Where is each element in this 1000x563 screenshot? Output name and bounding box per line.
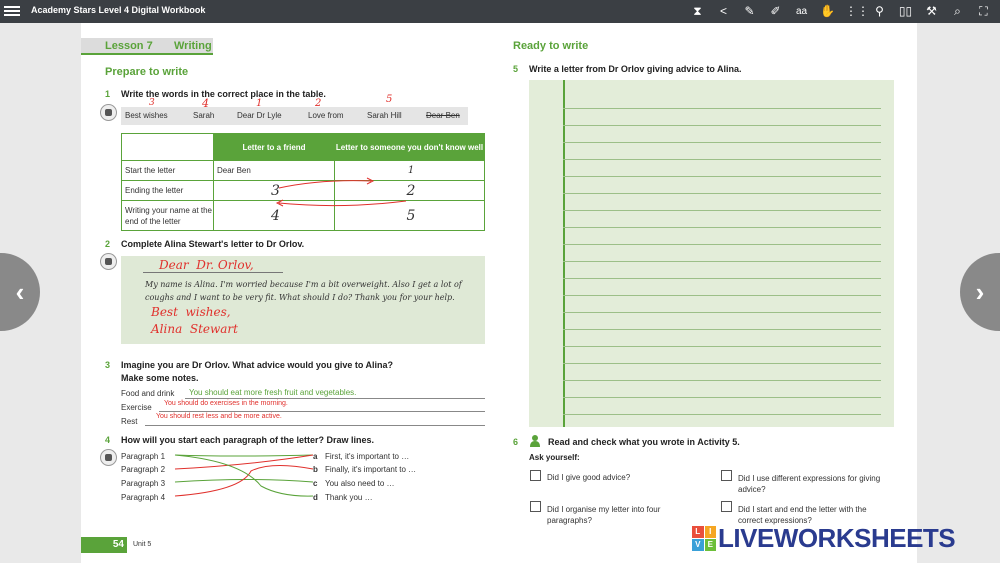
writing-rule <box>563 125 881 126</box>
q1-text: Write the words in the correct place in the table. <box>121 89 326 99</box>
table-header: Letter to a friend <box>214 134 335 161</box>
word-bank-item: Dear Ben <box>426 111 460 120</box>
answer-cell[interactable]: Dear Ben <box>214 161 335 181</box>
paragraph-label: Paragraph 4 <box>121 493 166 502</box>
app-title: Academy Stars Level 4 Digital Workbook <box>31 5 206 15</box>
checklist-item: Did I start and end the letter with the correct expressions? <box>738 505 867 525</box>
lesson-tab <box>81 38 213 55</box>
checklist-checkbox[interactable] <box>530 470 541 481</box>
audio-icon[interactable] <box>100 104 117 121</box>
option-text: Thank you … <box>325 493 373 502</box>
search-icon[interactable]: ⌕ <box>954 4 961 18</box>
word-bank <box>121 107 468 125</box>
option-letter: c <box>313 479 318 488</box>
writing-rule <box>563 363 881 364</box>
writing-rule <box>563 414 881 415</box>
writing-rule <box>563 278 881 279</box>
option-letter: a <box>313 452 318 461</box>
letter-box <box>121 256 485 344</box>
matching-lines <box>171 451 321 501</box>
option-letter: d <box>313 493 318 502</box>
grid-icon[interactable]: ⋮⋮ <box>845 4 869 18</box>
checklist-checkbox[interactable] <box>721 470 732 481</box>
word-mark: 3 <box>149 98 155 108</box>
option-text: Finally, it's important to … <box>325 465 417 474</box>
letter-body: My name is Alina. I'm worried because I'm a bit overweight. Also I get a lot of <box>145 280 462 289</box>
next-page-button[interactable]: › <box>960 253 1000 331</box>
writing-rule <box>563 329 881 330</box>
q2-number: 2 <box>105 239 111 249</box>
q5-number: 5 <box>513 64 519 74</box>
page-number: 54 <box>81 537 127 553</box>
notes-answer[interactable]: You should eat more fresh fruit and vegetables. <box>189 388 357 397</box>
q3-text: Imagine you are Dr Orlov. What advice would you give to Alina? <box>121 360 394 370</box>
answer-cell[interactable]: 4 <box>214 201 335 231</box>
writing-rule <box>563 397 881 398</box>
word-mark: 2 <box>315 98 322 109</box>
live-badge: L I V E <box>692 526 716 551</box>
word-bank-item: Dear Dr Lyle <box>237 111 282 120</box>
word-bank-item: Sarah Hill <box>367 111 402 120</box>
table-row-label: Ending the letter <box>122 181 214 201</box>
word-mark: 5 <box>386 94 393 105</box>
text-size-icon[interactable]: aa <box>795 6 808 17</box>
fullscreen-icon[interactable]: ⛶ <box>979 4 988 18</box>
logo-text: LIVEWORKSHEETS <box>718 522 956 553</box>
notes-label: Food and drink <box>121 389 175 398</box>
writing-rule <box>563 261 881 262</box>
q3-number: 3 <box>105 360 111 370</box>
letter-closing[interactable]: Best wishes, <box>151 305 231 319</box>
q3-text-2: Make some notes. <box>121 373 199 383</box>
checklist-checkbox[interactable] <box>530 501 541 512</box>
word-bank-item: Love from <box>308 111 344 120</box>
word-bank-item: Sarah <box>193 111 215 120</box>
person-icon <box>529 435 541 447</box>
hourglass-icon[interactable]: ⧗ <box>693 4 702 18</box>
table-row-label: Writing your name at the end of the letter <box>122 201 214 231</box>
checklist-item: Did I give good advice? <box>547 473 631 482</box>
q6-number: 6 <box>513 437 519 447</box>
lesson-title: Writing <box>174 40 212 52</box>
writing-rule <box>563 346 881 347</box>
audio-icon[interactable] <box>100 253 117 270</box>
writing-rule <box>563 108 881 109</box>
checklist-checkbox[interactable] <box>721 501 732 512</box>
writing-rule <box>563 227 881 228</box>
option-letter: b <box>313 465 318 474</box>
table-row-label: Start the letter <box>122 161 214 181</box>
highlighter-icon[interactable]: ✐ <box>770 4 781 18</box>
word-mark: 1 <box>256 98 263 109</box>
prepare-heading: Prepare to write <box>105 66 189 78</box>
q1-number: 1 <box>105 89 111 99</box>
liveworksheets-logo <box>692 523 955 553</box>
letter-name[interactable]: Alina Stewart <box>151 322 238 336</box>
q4-text: How will you start each paragraph of the letter? Draw lines. <box>121 435 375 445</box>
writing-area[interactable] <box>529 80 894 427</box>
writing-rule <box>563 210 881 211</box>
paragraph-label: Paragraph 3 <box>121 479 166 488</box>
answer-cell[interactable]: 1 <box>335 161 485 181</box>
swap-arrows <box>271 173 431 213</box>
word-mark: 4 <box>202 97 209 110</box>
writing-rule <box>563 176 881 177</box>
ask-yourself: Ask yourself: <box>529 453 580 462</box>
word-bank-item: Best wishes <box>125 111 168 120</box>
letter-greeting[interactable]: Dear Dr. Orlov, <box>159 258 254 272</box>
notes-label: Exercise <box>121 403 152 412</box>
q2-text: Complete Alina Stewart's letter to Dr Orlov. <box>121 239 305 249</box>
writing-rule <box>563 295 881 296</box>
letter-body: coughs and I want to be very fit. What should I do? Thank you for your help. <box>145 293 455 302</box>
table-header: Letter to someone you don't know well <box>335 134 485 161</box>
hand-icon[interactable]: ✋ <box>820 4 835 18</box>
book-icon[interactable]: ▯▯ <box>898 4 913 18</box>
answer-cell[interactable]: 5 <box>335 201 485 231</box>
writing-rule <box>563 193 881 194</box>
app-toolbar <box>0 0 1000 23</box>
checklist-item: Did I organise my letter into four paragraphs? <box>547 505 661 525</box>
checklist-item: Did I use different expressions for giving advice? <box>738 474 881 494</box>
unit-label: Unit 5 <box>133 541 152 548</box>
writing-rule <box>563 312 881 313</box>
answer-cell[interactable]: 2 <box>335 181 485 201</box>
notes-answer[interactable]: You should rest less and be more active. <box>156 413 282 420</box>
writing-rule <box>563 142 881 143</box>
previous-page-button[interactable]: ‹ <box>0 253 40 331</box>
q5-text: Write a letter from Dr Orlov giving advice to Alina. <box>529 64 742 74</box>
writing-rule <box>563 159 881 160</box>
share-icon[interactable]: < <box>719 4 727 18</box>
paragraph-label: Paragraph 2 <box>121 465 166 474</box>
menu-icon[interactable] <box>4 4 20 19</box>
q6-text: Read and check what you wrote in Activity 5. <box>548 437 740 447</box>
option-text: You also need to … <box>325 479 395 488</box>
option-text: First, it's important to … <box>325 452 410 461</box>
pen-icon[interactable]: ✎ <box>744 4 755 18</box>
writing-rule <box>563 380 881 381</box>
audio-icon[interactable] <box>100 449 117 466</box>
workbook-page <box>81 23 917 563</box>
q4-number: 4 <box>105 435 111 445</box>
lesson-label: Lesson 7 <box>105 40 153 52</box>
writing-rule <box>563 244 881 245</box>
pin-icon[interactable]: ⚲ <box>875 4 884 18</box>
answer-cell[interactable]: 3 <box>214 181 335 201</box>
notes-label: Rest <box>121 417 138 426</box>
notes-answer[interactable]: You should do exercises in the morning. <box>164 400 288 407</box>
tools-icon[interactable]: ⚒ <box>926 4 937 18</box>
ready-heading: Ready to write <box>513 40 589 52</box>
paragraph-label: Paragraph 1 <box>121 452 166 461</box>
